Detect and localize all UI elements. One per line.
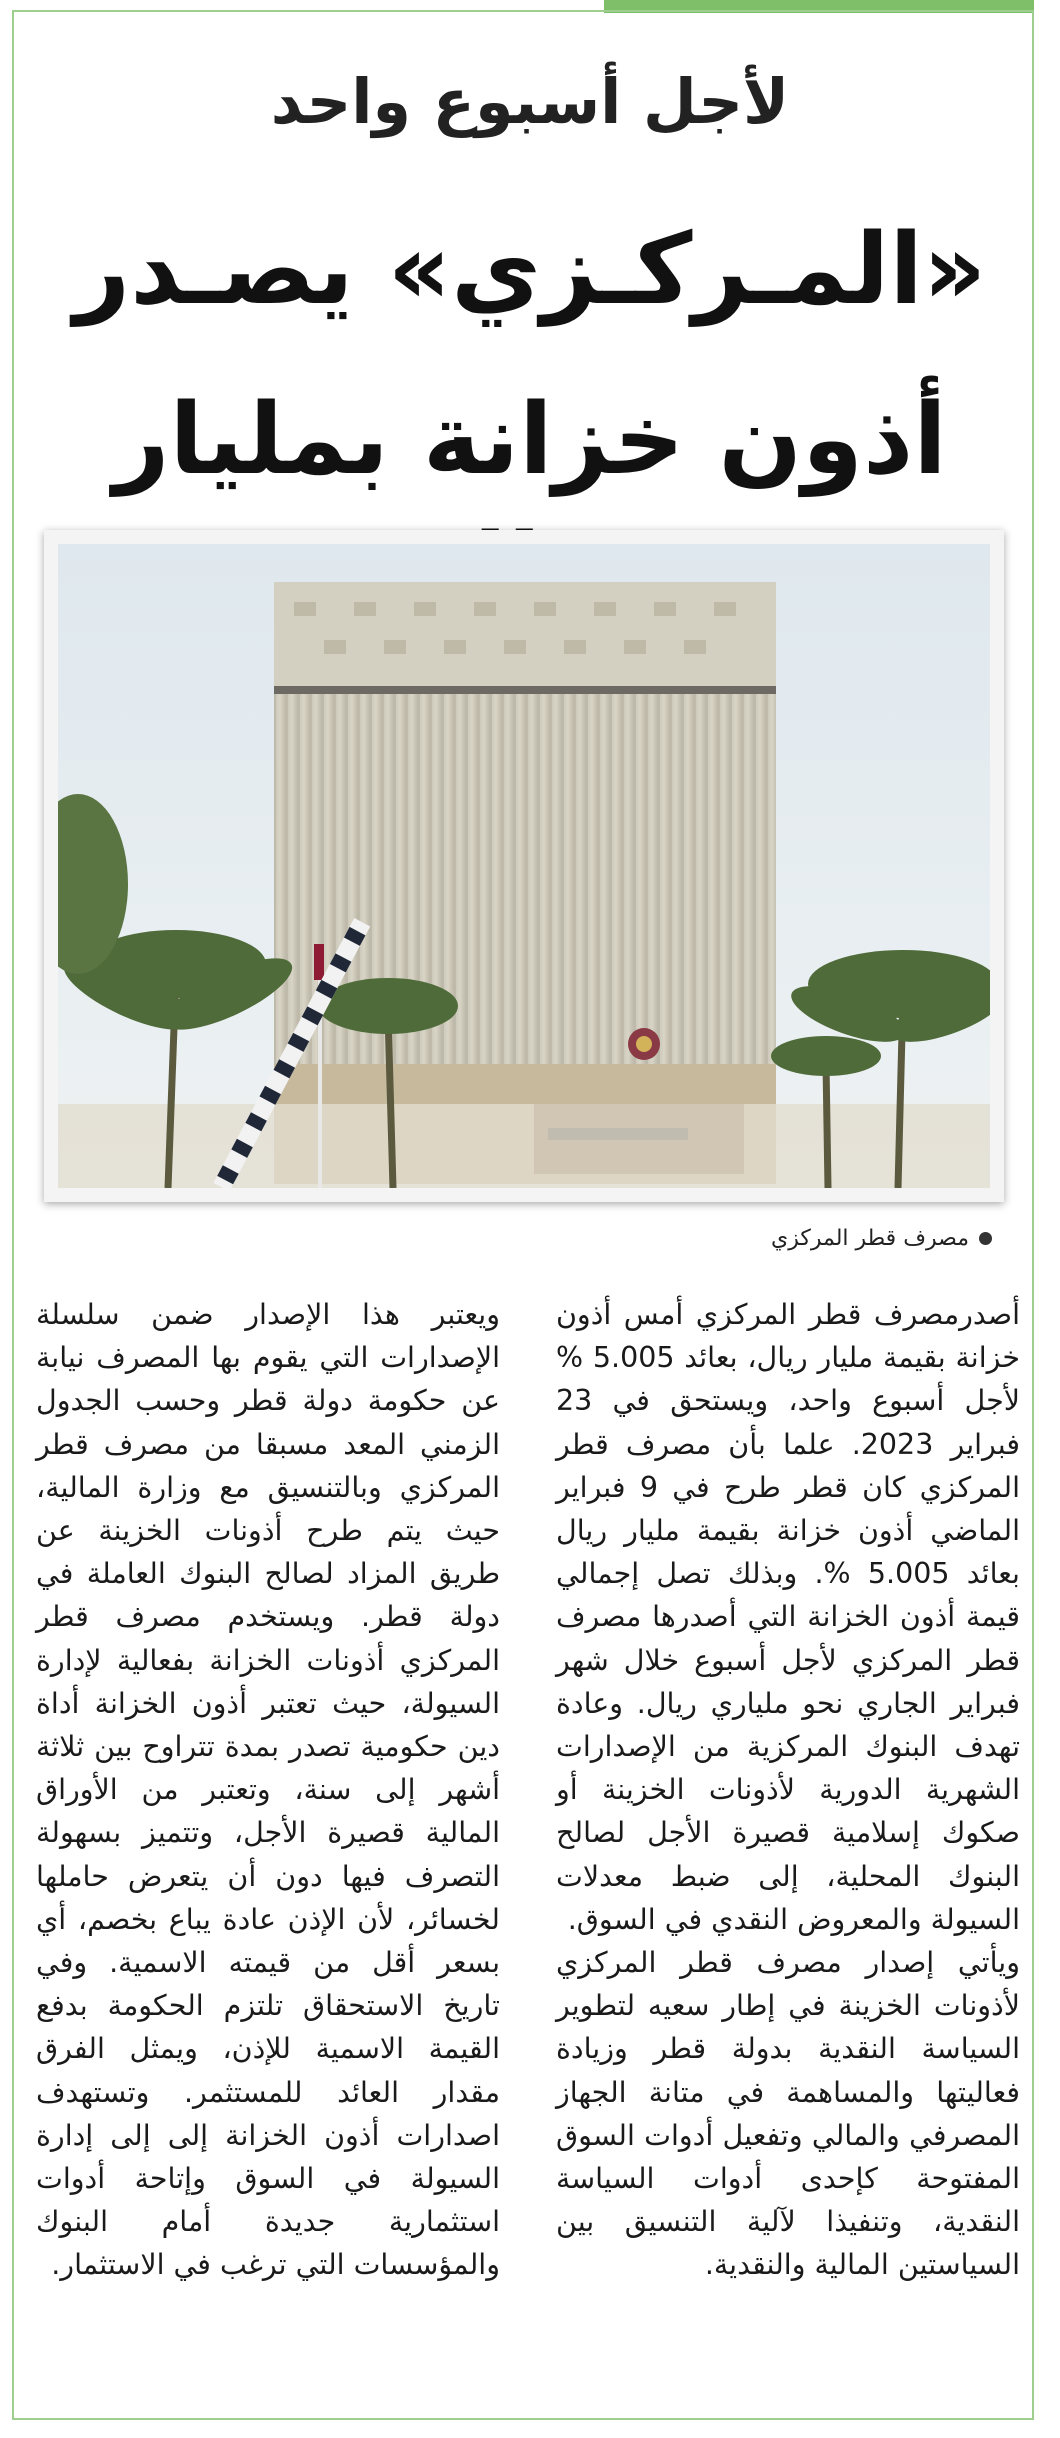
central-bank-building-illustration: [58, 544, 990, 1188]
headline-line-2: أذون خزانة بمليار: [113, 383, 947, 497]
photo-caption: [771, 1226, 992, 1251]
article-column-left: [36, 1293, 500, 2393]
article-photo: [44, 530, 1004, 1202]
column-right-paragraph-1: أصدرمصرف قطر المركزي أمس أذون خزانة بقيمة مليار ريال، بعائد 5.005 % لأجل أسبوع واحد، ويستحق في 23 فبراير 2023. علما بأن مصرف قطر المركزي كان قطر طرح في 9 فبراير الماضي أذون خزانة بقيمة مليار ريال بعائد 5.005 %. وبذلك تصل إجمالي قيمة أذون الخزانة التي أصدرها مصرف قطر المركزي لأجل أسبوع خلال شهر فبراير الجاري نحو ملياري ريال. وعادة تهدف البنوك المركزية من الإصدارات الشهرية الدورية لأذونات الخزينة أو صكوك إسلامية قصيرة الأجل لصالح البنوك المحلية، إلى ضبط معدلات السيولة والمعروض النقدي في السوق.: [556, 1298, 1021, 1936]
headline-line-1: «المـركـزي» يصـدر: [73, 213, 987, 327]
article-column-right: [556, 1293, 1020, 2393]
article-kicker: لأجل أسبوع واحد: [270, 65, 790, 138]
photo-caption-text: مصرف قطر المركزي: [771, 1226, 969, 1251]
caption-bullet-icon: [979, 1232, 992, 1245]
column-right-paragraph-2: ويأتي إصدار مصرف قطر المركزي لأذونات الخزينة في إطار سعيه لتطوير السياسة النقدية بدولة قطر وزيادة فعاليتها والمساهمة في متانة الجهاز المصرفي والمالي وتفعيل أدوات السوق المفتوحة كإحدى أدوات السياسة النقدية، وتنفيذا لآلية التنسيق بين السياستين المالية والنقدية.: [556, 1946, 1020, 2282]
column-left-paragraph-1: ويعتبر هذا الإصدار ضمن سلسلة الإصدارات التي يقوم بها المصرف نيابة عن حكومة دولة قطر وحسب الجدول الزمني المعد مسبقا من مصرف قطر المركزي وبالتنسيق مع وزارة المالية، حيث يتم طرح أذونات الخزينة عن طريق المزاد لصالح البنوك العاملة في دولة قطر. ويستخدم مصرف قطر المركزي أذونات الخزانة بفعالية لإدارة السيولة، حيث تعتبر أذون الخزانة أداة دين حكومية تصدر بمدة تتراوح بين ثلاثة أشهر إلى سنة، وتعتبر من الأوراق المالية قصيرة الأجل، وتتميز بسهولة التصرف فيها دون أن يتعرض حاملها لخسائر، لأن الإذن عادة يباع بخصم، أي بسعر أقل من قيمته الاسمية. وفي تاريخ الاستحقاق تلتزم الحكومة بدفع القيمة الاسمية للإذن، ويمثل الفرق مقدار العائد للمستثمر. وتستهدف اصدارات أذون الخزانة إلى إلى إدارة السيولة في السوق وإتاحة أدوات استثمارية جديدة أمام البنوك والمؤسسات التي ترغب في الاستثمار.: [36, 1298, 500, 2282]
